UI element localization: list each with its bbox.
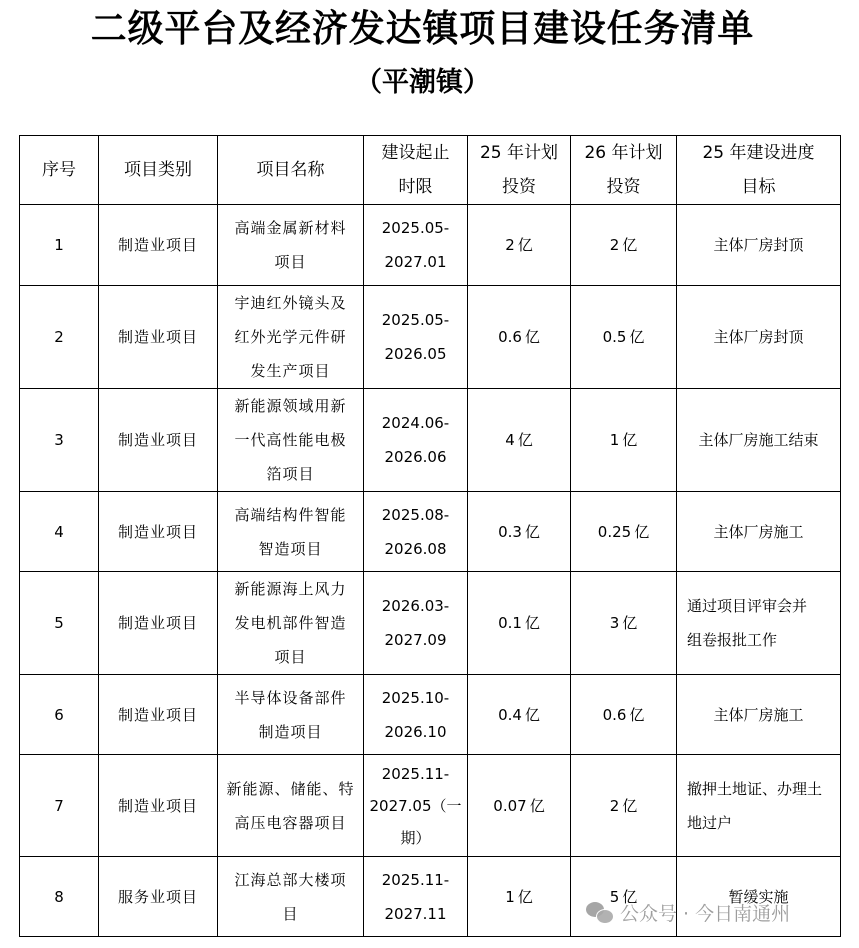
cell-period: 2025.11- 2027.11 xyxy=(364,857,468,937)
cell-period: 2025.11- 2027.05（一 期） xyxy=(364,755,468,857)
cell-category: 制造业项目 xyxy=(99,205,218,286)
cell-goal: 通过项目评审会并 组卷报批工作 xyxy=(677,572,841,675)
cell-name: 新能源海上风力 发电机部件智造 项目 xyxy=(218,572,364,675)
cell-goal: 主体厂房施工 xyxy=(677,492,841,572)
table-row xyxy=(20,675,841,755)
cell-invest-26: 5 亿 xyxy=(571,857,677,937)
cell-invest-25: 2 亿 xyxy=(468,205,571,286)
cell-name: 新能源领域用新 一代高性能电极 箔项目 xyxy=(218,389,364,492)
cell-seq: 8 xyxy=(20,857,99,937)
cell-invest-25: 4 亿 xyxy=(468,389,571,492)
watermark xyxy=(586,897,790,927)
cell-seq: 3 xyxy=(20,389,99,492)
cell-seq: 7 xyxy=(20,755,99,857)
table-row xyxy=(20,205,841,286)
header-invest-26: 26 年计划 投资 xyxy=(571,136,677,205)
header-seq: 序号 xyxy=(20,136,99,205)
header-name: 项目名称 xyxy=(218,136,364,205)
cell-name: 半导体设备部件 制造项目 xyxy=(218,675,364,755)
table-row xyxy=(20,286,841,389)
cell-seq: 5 xyxy=(20,572,99,675)
header-period: 建设起止 时限 xyxy=(364,136,468,205)
table-row xyxy=(20,572,841,675)
cell-invest-26: 1 亿 xyxy=(571,389,677,492)
table-row xyxy=(20,755,841,857)
table-row xyxy=(20,389,841,492)
cell-period: 2024.06- 2026.06 xyxy=(364,389,468,492)
cell-name: 江海总部大楼项 目 xyxy=(218,857,364,937)
header-category: 项目类别 xyxy=(99,136,218,205)
cell-category: 服务业项目 xyxy=(99,857,218,937)
cell-goal: 暂缓实施 xyxy=(677,857,841,937)
cell-category: 制造业项目 xyxy=(99,286,218,389)
cell-category: 制造业项目 xyxy=(99,389,218,492)
cell-goal: 撤押土地证、办理土 地过户 xyxy=(677,755,841,857)
task-table xyxy=(19,135,841,937)
cell-invest-26: 0.6 亿 xyxy=(571,675,677,755)
cell-seq: 6 xyxy=(20,675,99,755)
table-row xyxy=(20,492,841,572)
cell-invest-25: 0.3 亿 xyxy=(468,492,571,572)
cell-invest-26: 2 亿 xyxy=(571,755,677,857)
cell-invest-25: 0.1 亿 xyxy=(468,572,571,675)
document-title: 二级平台及经济发达镇项目建设任务清单 xyxy=(90,7,755,50)
cell-invest-26: 3 亿 xyxy=(571,572,677,675)
cell-category: 制造业项目 xyxy=(99,572,218,675)
cell-category: 制造业项目 xyxy=(99,755,218,857)
wechat-icon xyxy=(586,900,614,924)
cell-invest-25: 0.07 亿 xyxy=(468,755,571,857)
cell-name: 宇迪红外镜头及 红外光学元件研 发生产项目 xyxy=(218,286,364,389)
cell-invest-25: 0.4 亿 xyxy=(468,675,571,755)
header-goal: 25 年建设进度 目标 xyxy=(677,136,841,205)
table-header-row xyxy=(20,136,841,205)
cell-seq: 4 xyxy=(20,492,99,572)
cell-goal: 主体厂房施工结束 xyxy=(677,389,841,492)
document-subtitle: （平潮镇） xyxy=(355,67,490,98)
cell-period: 2025.05- 2027.01 xyxy=(364,205,468,286)
cell-invest-26: 0.5 亿 xyxy=(571,286,677,389)
cell-name: 高端结构件智能 智造项目 xyxy=(218,492,364,572)
cell-period: 2025.05- 2026.05 xyxy=(364,286,468,389)
cell-goal: 主体厂房封顶 xyxy=(677,205,841,286)
header-invest-25: 25 年计划 投资 xyxy=(468,136,571,205)
cell-seq: 1 xyxy=(20,205,99,286)
cell-invest-25: 0.6 亿 xyxy=(468,286,571,389)
cell-seq: 2 xyxy=(20,286,99,389)
cell-name: 高端金属新材料 项目 xyxy=(218,205,364,286)
cell-invest-26: 0.25 亿 xyxy=(571,492,677,572)
watermark-text: 公众号 · 今日南通州 xyxy=(620,902,791,925)
cell-name: 新能源、储能、特 高压电容器项目 xyxy=(218,755,364,857)
cell-goal: 主体厂房施工 xyxy=(677,675,841,755)
cell-invest-26: 2 亿 xyxy=(571,205,677,286)
cell-period: 2025.10- 2026.10 xyxy=(364,675,468,755)
cell-period: 2025.08- 2026.08 xyxy=(364,492,468,572)
cell-period: 2026.03- 2027.09 xyxy=(364,572,468,675)
cell-goal: 主体厂房封顶 xyxy=(677,286,841,389)
cell-category: 制造业项目 xyxy=(99,675,218,755)
cell-category: 制造业项目 xyxy=(99,492,218,572)
cell-invest-25: 1 亿 xyxy=(468,857,571,937)
